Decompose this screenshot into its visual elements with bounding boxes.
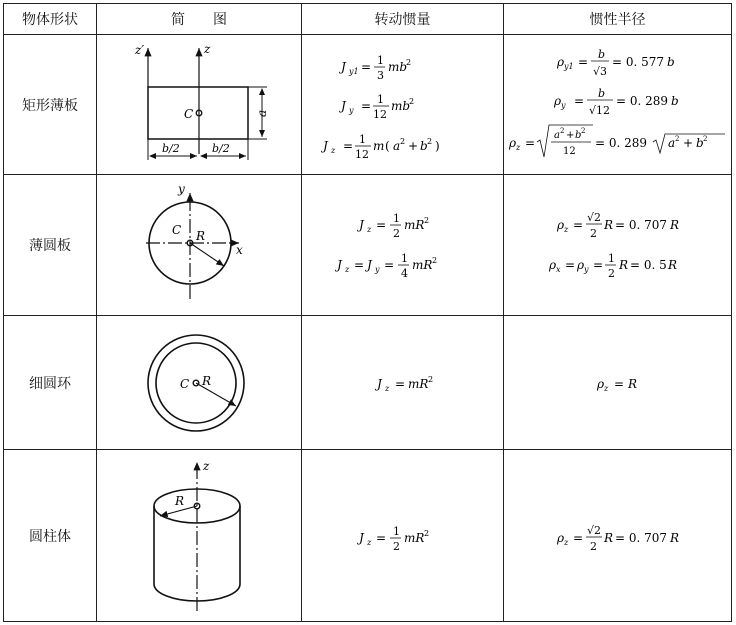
formula-jy (338, 93, 414, 121)
diagram-cell (97, 175, 302, 316)
svg-text:J: J (322, 138, 328, 153)
svg-text:a: a (392, 138, 400, 153)
svg-text:z: z (563, 225, 568, 234)
svg-text:=: = (342, 138, 353, 153)
svg-text:=: = (572, 530, 583, 545)
svg-text:=: = (360, 59, 371, 74)
svg-text:2: 2 (607, 267, 615, 280)
svg-text:m: m (372, 138, 384, 153)
svg-text:2: 2 (392, 539, 400, 553)
svg-text:a: a (553, 129, 560, 141)
svg-text:z: z (515, 142, 520, 152)
svg-text:1: 1 (376, 92, 384, 106)
formula-rho-z (508, 125, 725, 157)
svg-text:2: 2 (405, 57, 411, 67)
table-row (4, 450, 732, 622)
svg-text:1: 1 (607, 252, 615, 265)
formula-rho-y (553, 87, 679, 117)
svg-text:2: 2 (589, 539, 597, 553)
svg-text:y1: y1 (348, 66, 359, 76)
svg-text:2: 2 (408, 96, 414, 106)
shape-name: 细圆环 (4, 316, 97, 450)
svg-text:=: = (375, 530, 386, 545)
c-label: C (184, 107, 194, 121)
svg-text:√3: √3 (592, 64, 607, 78)
formula-rho-z (556, 211, 679, 240)
svg-text:ρ: ρ (548, 258, 556, 272)
inertia-formulas (313, 516, 493, 556)
c-label: C (180, 376, 190, 391)
svg-text:): ) (434, 138, 440, 153)
svg-text:2: 2 (559, 126, 564, 135)
svg-text:1: 1 (392, 524, 400, 538)
formula-jz (374, 375, 433, 393)
formula-rho-z (596, 377, 637, 393)
plate-rect (148, 87, 248, 139)
svg-text:y: y (583, 265, 589, 274)
svg-text:R: R (603, 218, 613, 232)
svg-text:ρ: ρ (556, 530, 564, 545)
svg-text:1: 1 (392, 212, 400, 225)
z-label: z (204, 42, 211, 56)
svg-text:R: R (669, 218, 679, 232)
svg-text:ρ: ρ (508, 135, 516, 150)
svg-text:mR: mR (403, 530, 424, 545)
svg-text:+: + (407, 138, 418, 153)
svg-text:a: a (667, 135, 675, 150)
formula-rho-z (556, 524, 679, 553)
svg-text:1: 1 (358, 132, 366, 146)
header-row (4, 4, 732, 35)
svg-text:2: 2 (426, 136, 432, 146)
svg-text:mb: mb (390, 98, 410, 113)
svg-text:y: y (560, 100, 566, 110)
svg-text:b: b (574, 129, 581, 141)
inertia-formulas (313, 46, 493, 164)
formula-jz (320, 133, 440, 161)
svg-text:b: b (666, 54, 675, 69)
x-label: x (236, 242, 243, 257)
radius-formulas (507, 205, 729, 285)
svg-text:y: y (374, 265, 380, 274)
rect-plate-diagram (124, 42, 274, 167)
shape-name: 薄圆板 (4, 175, 97, 316)
table-row (4, 316, 732, 450)
svg-text:=: = (572, 218, 583, 232)
svg-text:b: b (670, 93, 679, 108)
svg-text:ρ: ρ (596, 376, 604, 391)
svg-text:= 0. 289: = 0. 289 (594, 135, 647, 150)
svg-text:z: z (384, 383, 389, 393)
svg-text:=: = (360, 98, 371, 113)
svg-text:mb: mb (387, 59, 407, 74)
svg-text:ρ: ρ (556, 218, 564, 232)
b-half-left-label: b/2 (162, 142, 180, 155)
svg-text:1: 1 (400, 252, 408, 265)
diagram-cell (97, 316, 302, 450)
svg-text:= 0. 5: = 0. 5 (629, 258, 667, 272)
svg-text:b: b (419, 138, 428, 153)
r-label: R (175, 493, 185, 508)
svg-text:2: 2 (399, 136, 405, 146)
r-label: R (196, 228, 206, 243)
svg-text:2: 2 (427, 374, 433, 384)
radius-cell (504, 175, 732, 316)
formula-rho-x-rho-y (548, 252, 677, 280)
svg-text:J: J (366, 258, 372, 272)
svg-text:y: y (348, 105, 354, 115)
svg-text:=: = (375, 218, 386, 232)
a-label: a (255, 109, 269, 117)
diagram-cell (97, 35, 302, 175)
inertia-cell (302, 175, 504, 316)
svg-text:=: = (383, 258, 394, 272)
b-half-right-label: b/2 (212, 142, 230, 155)
svg-text:√2: √2 (586, 523, 601, 537)
header-radius: 惯性半径 (504, 4, 732, 35)
svg-text:J: J (376, 376, 382, 391)
svg-text:= 0. 707: = 0. 707 (614, 218, 667, 232)
svg-text:(: ( (384, 138, 390, 153)
svg-text:2: 2 (589, 227, 597, 240)
svg-text:R: R (669, 530, 679, 545)
svg-text:mR: mR (407, 376, 428, 391)
svg-text:= 0. 707: = 0. 707 (614, 530, 667, 545)
svg-text:=: = (592, 258, 603, 272)
svg-text:= 0. 577: = 0. 577 (611, 54, 664, 69)
svg-text:=: = (613, 376, 624, 391)
svg-text:z: z (603, 383, 608, 393)
ring-diagram (124, 328, 274, 438)
header-diagram: 简 图 (97, 4, 302, 35)
formula-jy1 (338, 54, 411, 82)
table-row (4, 175, 732, 316)
svg-text:z: z (563, 537, 568, 547)
disk-diagram (124, 183, 274, 308)
z-prime-label: z′ (135, 43, 145, 57)
svg-text:z: z (330, 145, 335, 155)
svg-text:2: 2 (423, 216, 429, 225)
svg-text:J: J (336, 258, 342, 272)
radius-cell (504, 35, 732, 175)
radius-arrow (190, 243, 224, 266)
svg-text:=: = (573, 93, 584, 108)
svg-text:R: R (627, 376, 637, 391)
svg-text:=: = (564, 258, 575, 272)
inertia-formulas (313, 368, 493, 398)
radius-formulas (507, 41, 729, 169)
svg-text:z: z (344, 265, 349, 274)
svg-text:2: 2 (674, 134, 679, 143)
svg-text:b: b (597, 86, 605, 100)
formula-jz (356, 525, 429, 553)
svg-text:x: x (555, 265, 561, 274)
inertia-cell (302, 316, 504, 450)
svg-text:R: R (603, 530, 613, 545)
diagram-cell (97, 450, 302, 622)
svg-text:=: = (524, 135, 535, 150)
svg-text:J: J (358, 530, 364, 545)
svg-text:2: 2 (702, 134, 707, 143)
inertia-cell (302, 450, 504, 622)
inertia-cell (302, 35, 504, 175)
table-row (4, 35, 732, 175)
svg-text:+: + (682, 135, 693, 150)
radius-formulas (507, 368, 729, 398)
svg-text:√12: √12 (588, 103, 610, 117)
svg-text:J: J (358, 218, 364, 232)
svg-text:√2: √2 (586, 211, 601, 224)
header-shape: 物体形状 (4, 4, 97, 35)
svg-text:4: 4 (400, 267, 408, 280)
header-inertia: 转动惯量 (302, 4, 504, 35)
radius-cell (504, 450, 732, 622)
formula-rho-y1 (556, 48, 675, 78)
svg-text:R: R (667, 258, 677, 272)
formula-jz (356, 212, 429, 240)
svg-text:mR: mR (403, 218, 424, 232)
svg-text:12: 12 (354, 147, 369, 161)
z-label: z (203, 458, 210, 473)
y-label: y (178, 181, 185, 196)
inertia-table (3, 3, 732, 622)
svg-text:2: 2 (423, 528, 429, 538)
svg-text:=: = (394, 376, 405, 391)
cylinder-diagram (124, 456, 274, 616)
svg-text:ρ: ρ (576, 258, 584, 272)
svg-text:2: 2 (392, 227, 400, 240)
formula-jx-jy (334, 252, 437, 280)
svg-text:2: 2 (431, 256, 437, 265)
svg-text:J: J (340, 59, 346, 74)
svg-text:= 0. 289: = 0. 289 (615, 93, 668, 108)
svg-text:=: = (577, 54, 588, 69)
svg-text:z: z (366, 537, 371, 547)
c-label: C (172, 222, 182, 237)
radius-formulas (507, 516, 729, 556)
radius-cell (504, 316, 732, 450)
shape-name: 矩形薄板 (4, 35, 97, 175)
svg-text:z: z (366, 225, 371, 234)
r-label: R (202, 373, 212, 388)
shape-name: 圆柱体 (4, 450, 97, 622)
svg-text:y1: y1 (563, 61, 574, 71)
svg-text:ρ: ρ (556, 54, 564, 69)
inertia-formulas (313, 205, 493, 285)
svg-text:J: J (340, 98, 346, 113)
svg-text:12: 12 (562, 145, 576, 157)
svg-text:b: b (695, 135, 704, 150)
svg-text:2: 2 (580, 126, 585, 135)
svg-text:=: = (353, 258, 364, 272)
svg-text:1: 1 (376, 53, 384, 67)
svg-text:3: 3 (376, 68, 384, 82)
svg-text:ρ: ρ (553, 93, 561, 108)
svg-text:b: b (597, 47, 605, 61)
svg-text:mR: mR (411, 258, 432, 272)
svg-text:+: + (565, 129, 574, 141)
svg-text:R: R (618, 258, 628, 272)
svg-text:12: 12 (372, 107, 387, 121)
